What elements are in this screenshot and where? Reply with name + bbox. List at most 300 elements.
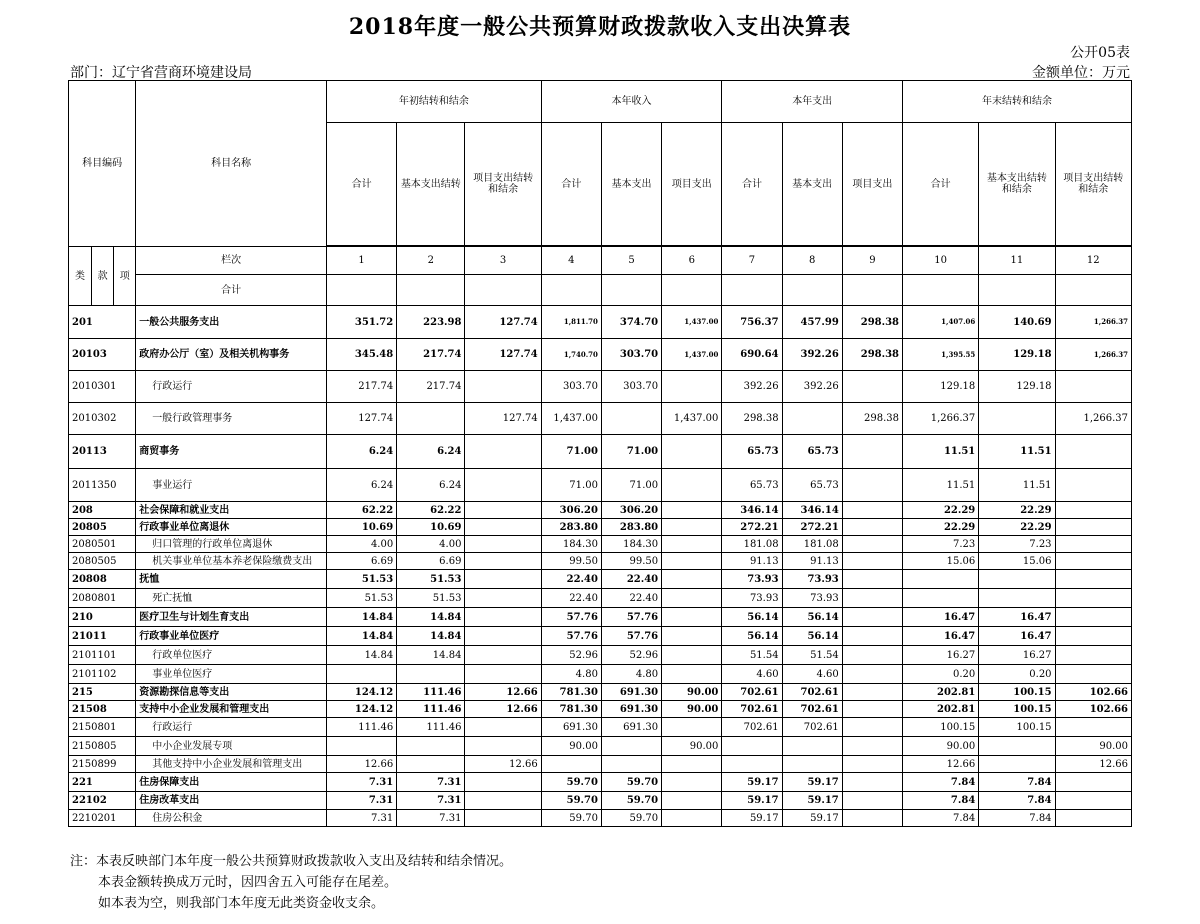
cell-col-3: [465, 536, 541, 553]
row-code: 2011350: [69, 469, 136, 502]
cell-col-3: [465, 608, 541, 627]
cell-col-7: 702.61: [722, 684, 782, 701]
cell-col-12: [1055, 627, 1131, 646]
cell-col-9: [842, 435, 902, 469]
cell-col-2: 51.53: [397, 589, 465, 608]
cell-col-3: [465, 570, 541, 589]
cell-col-7: 756.37: [722, 306, 782, 339]
cell-col-11: 100.15: [979, 701, 1055, 718]
row-name: 行政单位医疗: [136, 646, 327, 665]
header-col-9: 项目支出: [842, 123, 902, 246]
department-label: 部门：辽宁省营商环境建设局: [70, 65, 252, 81]
cell-col-4: 22.40: [541, 570, 601, 589]
cell-col-8: 392.26: [782, 371, 842, 403]
cell-col-9: 298.38: [842, 339, 902, 371]
table-row: [69, 627, 1132, 646]
cell-col-11: 7.84: [979, 810, 1055, 827]
cell-col-11: 11.51: [979, 435, 1055, 469]
cell-col-10: 129.18: [903, 371, 979, 403]
cell-col-7: 346.14: [722, 502, 782, 519]
budget-table: [68, 80, 1132, 827]
unit-label: 金额单位：万元: [1032, 65, 1130, 81]
cell-col-7: 4.60: [722, 665, 782, 684]
cell-col-10: 202.81: [903, 684, 979, 701]
cell-col-6: [662, 469, 722, 502]
col-num-7: 7: [722, 247, 782, 275]
cell-col-2: 14.84: [397, 608, 465, 627]
cell-col-10: 16.47: [903, 627, 979, 646]
cell-col-10: 22.29: [903, 502, 979, 519]
cell-col-12: [1055, 646, 1131, 665]
cell-col-5: 59.70: [601, 792, 661, 810]
header-col-8: 基本支出: [782, 123, 842, 246]
cell-col-5: 57.76: [601, 608, 661, 627]
cell-col-12: 102.66: [1055, 701, 1131, 718]
cell-col-10: 22.29: [903, 519, 979, 536]
row-code: 20113: [69, 435, 136, 469]
header-col-10: 合计: [903, 123, 979, 246]
col-num-4: 4: [541, 247, 601, 275]
row-code: 20808: [69, 570, 136, 589]
table-row: [69, 339, 1132, 371]
cell-col-7: 73.93: [722, 589, 782, 608]
table-row: [69, 701, 1132, 718]
cell-col-11: 0.20: [979, 665, 1055, 684]
header-group-closing: 年末结转和结余: [903, 81, 1132, 123]
cell-col-2: 7.31: [397, 792, 465, 810]
table-row: [69, 718, 1132, 737]
table-row: [69, 589, 1132, 608]
header-group-expense: 本年支出: [722, 81, 903, 123]
cell-col-9: [842, 553, 902, 570]
cell-col-4: 4.80: [541, 665, 601, 684]
cell-col-8: 181.08: [782, 536, 842, 553]
cell-col-2: 10.69: [397, 519, 465, 536]
row-code: 2101101: [69, 646, 136, 665]
cell-col-12: 12.66: [1055, 756, 1131, 773]
table-row: [69, 684, 1132, 701]
cell-col-8: 65.73: [782, 435, 842, 469]
cell-col-1: 124.12: [326, 701, 396, 718]
cell-col-2: [397, 665, 465, 684]
row-code: 2150801: [69, 718, 136, 737]
cell-col-10: 90.00: [903, 737, 979, 756]
cell-col-10: 11.51: [903, 469, 979, 502]
cell-col-8: 91.13: [782, 553, 842, 570]
cell-col-5: 283.80: [601, 519, 661, 536]
cell-col-4: 71.00: [541, 435, 601, 469]
col-num-10: 10: [903, 247, 979, 275]
cell-col-12: [1055, 371, 1131, 403]
cell-col-3: [465, 646, 541, 665]
row-name: 住房保障支出: [136, 773, 327, 792]
header-group-opening: 年初结转和结余: [326, 81, 541, 123]
cell-col-5: 59.70: [601, 810, 661, 827]
cell-col-6: 90.00: [662, 701, 722, 718]
table-row: [69, 502, 1132, 519]
cell-col-1: 7.31: [326, 810, 396, 827]
cell-col-6: [662, 536, 722, 553]
col-num-12: 12: [1055, 247, 1131, 275]
cell-col-12: 1,266.37: [1055, 339, 1131, 371]
cell-col-3: [465, 627, 541, 646]
cell-col-10: 12.66: [903, 756, 979, 773]
cell-col-7: 65.73: [722, 469, 782, 502]
cell-col-11: [979, 737, 1055, 756]
cell-col-9: 298.38: [842, 403, 902, 435]
row-code: 2080501: [69, 536, 136, 553]
header-col-1: 合计: [326, 123, 396, 246]
row-name: 医疗卫生与计划生育支出: [136, 608, 327, 627]
cell-col-1: 62.22: [326, 502, 396, 519]
table-row: [69, 792, 1132, 810]
col-num-1: 1: [326, 247, 396, 275]
header-lanci: 栏次: [136, 247, 327, 275]
cell-col-4: 52.96: [541, 646, 601, 665]
cell-col-5: [601, 403, 661, 435]
cell-col-11: [979, 570, 1055, 589]
cell-col-1: 127.74: [326, 403, 396, 435]
cell-col-3: [465, 665, 541, 684]
cell-col-3: 127.74: [465, 306, 541, 339]
cell-col-2: 217.74: [397, 339, 465, 371]
cell-col-4: 99.50: [541, 553, 601, 570]
cell-col-7: 181.08: [722, 536, 782, 553]
cell-col-3: [465, 718, 541, 737]
cell-col-11: 16.27: [979, 646, 1055, 665]
cell-col-1: 14.84: [326, 627, 396, 646]
cell-col-2: 14.84: [397, 646, 465, 665]
cell-col-5: 303.70: [601, 371, 661, 403]
cell-col-10: 7.84: [903, 792, 979, 810]
cell-col-10: 1,266.37: [903, 403, 979, 435]
cell-col-1: 6.24: [326, 435, 396, 469]
table-row: [69, 608, 1132, 627]
cell-col-1: 111.46: [326, 718, 396, 737]
table-row: [69, 469, 1132, 502]
cell-col-4: 71.00: [541, 469, 601, 502]
cell-col-7: 690.64: [722, 339, 782, 371]
cell-col-1: 351.72: [326, 306, 396, 339]
cell-col-4: 781.30: [541, 684, 601, 701]
cell-col-10: 16.47: [903, 608, 979, 627]
row-code: 2010301: [69, 371, 136, 403]
cell-col-4: 90.00: [541, 737, 601, 756]
cell-col-8: 56.14: [782, 627, 842, 646]
cell-col-3: 127.74: [465, 339, 541, 371]
cell-col-2: 217.74: [397, 371, 465, 403]
cell-col-4: 1,740.70: [541, 339, 601, 371]
row-name: 住房公积金: [136, 810, 327, 827]
cell-col-5: 57.76: [601, 627, 661, 646]
row-name: 事业单位医疗: [136, 665, 327, 684]
cell-col-8: 702.61: [782, 701, 842, 718]
cell-col-8: 59.17: [782, 810, 842, 827]
col-num-2: 2: [397, 247, 465, 275]
cell-col-3: [465, 810, 541, 827]
row-name: 归口管理的行政单位离退休: [136, 536, 327, 553]
cell-col-3: [465, 737, 541, 756]
cell-col-6: [662, 371, 722, 403]
cell-col-12: 90.00: [1055, 737, 1131, 756]
cell-col-10: 11.51: [903, 435, 979, 469]
cell-col-10: 7.23: [903, 536, 979, 553]
row-code: 221: [69, 773, 136, 792]
cell-col-5: 184.30: [601, 536, 661, 553]
header-code: 科目编码: [69, 81, 136, 247]
col-num-11: 11: [979, 247, 1055, 275]
header-col-5: 基本支出: [601, 123, 661, 246]
cell-col-6: [662, 553, 722, 570]
cell-col-2: 6.24: [397, 469, 465, 502]
row-code: 2080801: [69, 589, 136, 608]
cell-col-4: 22.40: [541, 589, 601, 608]
cell-col-7: 56.14: [722, 608, 782, 627]
cell-col-8: 4.60: [782, 665, 842, 684]
cell-col-5: 71.00: [601, 469, 661, 502]
cell-col-9: [842, 773, 902, 792]
cell-col-7: 702.61: [722, 718, 782, 737]
table-row: [69, 553, 1132, 570]
cell-col-12: [1055, 773, 1131, 792]
row-name: 行政事业单位离退休: [136, 519, 327, 536]
col-num-9: 9: [842, 247, 902, 275]
cell-col-7: [722, 737, 782, 756]
header-col-12: 项目支出结转和结余: [1055, 123, 1131, 246]
cell-col-1: 12.66: [326, 756, 396, 773]
cell-col-3: [465, 371, 541, 403]
col-num-5: 5: [601, 247, 661, 275]
cell-col-9: [842, 792, 902, 810]
row-name: 行政事业单位医疗: [136, 627, 327, 646]
cell-col-4: 1,437.00: [541, 403, 601, 435]
cell-col-7: 59.17: [722, 792, 782, 810]
cell-col-6: 90.00: [662, 684, 722, 701]
cell-col-12: [1055, 553, 1131, 570]
cell-col-6: 90.00: [662, 737, 722, 756]
cell-col-12: [1055, 718, 1131, 737]
row-name: 资源勘探信息等支出: [136, 684, 327, 701]
cell-col-3: [465, 469, 541, 502]
cell-col-8: 59.17: [782, 792, 842, 810]
cell-col-3: [465, 792, 541, 810]
header-kuan: 款: [92, 247, 114, 306]
cell-col-5: 52.96: [601, 646, 661, 665]
row-name: 行政运行: [136, 371, 327, 403]
cell-col-2: 14.84: [397, 627, 465, 646]
cell-col-1: 345.48: [326, 339, 396, 371]
cell-col-6: [662, 792, 722, 810]
cell-col-11: 16.47: [979, 608, 1055, 627]
cell-col-8: 65.73: [782, 469, 842, 502]
cell-col-11: 7.84: [979, 773, 1055, 792]
cell-col-5: 22.40: [601, 570, 661, 589]
cell-col-1: 6.69: [326, 553, 396, 570]
cell-col-1: 4.00: [326, 536, 396, 553]
cell-col-12: [1055, 665, 1131, 684]
cell-col-3: [465, 502, 541, 519]
cell-col-1: [326, 665, 396, 684]
header-col-2: 基本支出结转: [397, 123, 465, 246]
cell-col-8: 59.17: [782, 773, 842, 792]
cell-col-6: [662, 608, 722, 627]
cell-col-1: 6.24: [326, 469, 396, 502]
row-name: 其他支持中小企业发展和管理支出: [136, 756, 327, 773]
cell-col-5: 374.70: [601, 306, 661, 339]
table-row: [69, 756, 1132, 773]
cell-col-3: 12.66: [465, 756, 541, 773]
cell-col-6: 1,437.00: [662, 339, 722, 371]
cell-col-10: 1,395.55: [903, 339, 979, 371]
cell-col-2: 111.46: [397, 718, 465, 737]
cell-col-1: 10.69: [326, 519, 396, 536]
cell-col-4: [541, 756, 601, 773]
cell-col-5: 691.30: [601, 684, 661, 701]
cell-col-2: 111.46: [397, 684, 465, 701]
table-row: [69, 435, 1132, 469]
cell-col-3: [465, 435, 541, 469]
cell-col-8: [782, 403, 842, 435]
row-name: 死亡抚恤: [136, 589, 327, 608]
cell-col-8: 56.14: [782, 608, 842, 627]
note-line: 如本表为空，则我部门本年度无此类资金收支余。: [98, 896, 385, 911]
cell-col-6: 1,437.00: [662, 306, 722, 339]
table-row: [69, 519, 1132, 536]
row-code: 2101102: [69, 665, 136, 684]
row-code: 21011: [69, 627, 136, 646]
cell-col-12: [1055, 589, 1131, 608]
row-name: 一般行政管理事务: [136, 403, 327, 435]
cell-col-11: 129.18: [979, 371, 1055, 403]
row-name: 行政运行: [136, 718, 327, 737]
cell-col-6: [662, 773, 722, 792]
col-num-8: 8: [782, 247, 842, 275]
row-code: 208: [69, 502, 136, 519]
col-num-6: 6: [662, 247, 722, 275]
row-code: 20103: [69, 339, 136, 371]
cell-col-9: [842, 756, 902, 773]
cell-col-2: 51.53: [397, 570, 465, 589]
cell-col-2: [397, 403, 465, 435]
cell-col-11: 22.29: [979, 502, 1055, 519]
row-name: 中小企业发展专项: [136, 737, 327, 756]
cell-col-9: [842, 701, 902, 718]
cell-col-9: [842, 627, 902, 646]
cell-col-5: [601, 737, 661, 756]
table-row: [69, 536, 1132, 553]
cell-col-12: [1055, 502, 1131, 519]
cell-col-2: 6.69: [397, 553, 465, 570]
cell-col-8: 73.93: [782, 570, 842, 589]
cell-col-5: 303.70: [601, 339, 661, 371]
cell-col-3: 12.66: [465, 684, 541, 701]
table-row: [69, 646, 1132, 665]
cell-col-7: 59.17: [722, 773, 782, 792]
row-name: 机关事业单位基本养老保险缴费支出: [136, 553, 327, 570]
row-name: 事业运行: [136, 469, 327, 502]
cell-col-10: 16.27: [903, 646, 979, 665]
row-code: 2150805: [69, 737, 136, 756]
cell-col-2: 62.22: [397, 502, 465, 519]
table-row: [69, 810, 1132, 827]
header-xiang: 项: [114, 247, 136, 306]
cell-col-11: 16.47: [979, 627, 1055, 646]
cell-col-7: 272.21: [722, 519, 782, 536]
cell-col-1: 51.53: [326, 589, 396, 608]
cell-col-12: [1055, 608, 1131, 627]
cell-col-9: [842, 371, 902, 403]
cell-col-11: 140.69: [979, 306, 1055, 339]
cell-col-4: 57.76: [541, 627, 601, 646]
cell-col-9: [842, 684, 902, 701]
cell-col-5: 22.40: [601, 589, 661, 608]
cell-col-11: 7.23: [979, 536, 1055, 553]
row-code: 21508: [69, 701, 136, 718]
cell-col-2: 111.46: [397, 701, 465, 718]
cell-col-10: [903, 570, 979, 589]
cell-col-4: 59.70: [541, 792, 601, 810]
cell-col-8: 73.93: [782, 589, 842, 608]
cell-col-3: [465, 589, 541, 608]
cell-col-3: [465, 519, 541, 536]
cell-col-11: 15.06: [979, 553, 1055, 570]
cell-col-12: 1,266.37: [1055, 306, 1131, 339]
cell-col-2: [397, 737, 465, 756]
cell-col-9: [842, 536, 902, 553]
table-row: [69, 737, 1132, 756]
cell-col-5: 71.00: [601, 435, 661, 469]
cell-col-7: 91.13: [722, 553, 782, 570]
cell-col-11: 100.15: [979, 718, 1055, 737]
cell-col-10: 15.06: [903, 553, 979, 570]
table-row: [69, 570, 1132, 589]
cell-col-11: [979, 756, 1055, 773]
cell-col-6: [662, 502, 722, 519]
cell-col-10: 100.15: [903, 718, 979, 737]
cell-col-7: 65.73: [722, 435, 782, 469]
cell-col-7: 59.17: [722, 810, 782, 827]
cell-col-6: [662, 810, 722, 827]
note-line: 注：本表反映部门本年度一般公共预算财政拨款收入支出及结转和结余情况。: [70, 854, 513, 869]
cell-col-1: 7.31: [326, 792, 396, 810]
cell-col-7: 392.26: [722, 371, 782, 403]
cell-col-12: [1055, 570, 1131, 589]
cell-col-5: 306.20: [601, 502, 661, 519]
header-col-6: 项目支出: [662, 123, 722, 246]
cell-col-10: [903, 589, 979, 608]
row-code: 201: [69, 306, 136, 339]
row-name: 社会保障和就业支出: [136, 502, 327, 519]
col-num-3: 3: [465, 247, 541, 275]
cell-col-5: 99.50: [601, 553, 661, 570]
cell-col-1: 14.84: [326, 646, 396, 665]
cell-col-12: [1055, 810, 1131, 827]
row-code: 2080505: [69, 553, 136, 570]
cell-col-1: [326, 737, 396, 756]
cell-col-12: [1055, 519, 1131, 536]
header-group-income: 本年收入: [541, 81, 722, 123]
cell-col-4: 57.76: [541, 608, 601, 627]
cell-col-2: 6.24: [397, 435, 465, 469]
row-code: 20805: [69, 519, 136, 536]
cell-col-11: 7.84: [979, 792, 1055, 810]
row-code: 22102: [69, 792, 136, 810]
table-row: [69, 773, 1132, 792]
cell-col-6: [662, 646, 722, 665]
cell-col-6: [662, 435, 722, 469]
header-col-3: 项目支出结转和结余: [465, 123, 541, 246]
row-name: 住房改革支出: [136, 792, 327, 810]
